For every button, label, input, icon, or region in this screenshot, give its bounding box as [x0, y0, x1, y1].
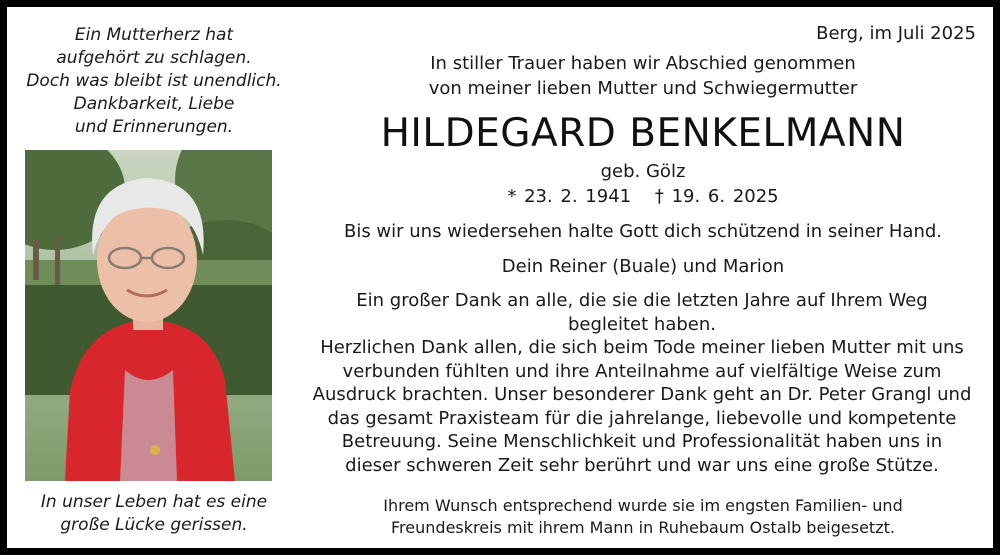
life-dates	[307, 185, 979, 209]
quote-line: große Lücke gerissen.	[60, 515, 248, 535]
poem-line: Doch was bleibt ist unendlich.	[26, 71, 282, 91]
poem-line: Ein Mutterherz hat	[74, 25, 234, 45]
intro-line: In stiller Trauer haben wir Abschied genommen	[430, 53, 856, 74]
thanks-line: das gesamt Praxisteam für die jahrelange, liebevolle und kompetente	[327, 407, 957, 429]
maiden-name: geb. Gölz	[600, 161, 686, 182]
thanks-line: Betreuung. Seine Menschlichkeit und Professionalität haben uns in	[341, 431, 943, 452]
portrait-photo	[25, 150, 272, 481]
date-place: Berg, im Juli 2025	[816, 23, 976, 44]
thanks-line: dieser schweren Zeit sehr berührt und war uns eine große Stütze.	[345, 454, 939, 476]
signers: Dein Reiner (Buale) und Marion	[501, 256, 785, 277]
thanks-line: Herzlichen Dank allen, die sich beim Tode meiner lieben Mutter mit uns	[320, 337, 964, 358]
thanks-line: verbunden fühlten und ihre Anteilnahme auf vielfältige Weise zum	[342, 360, 942, 382]
death-date: † 19. 6. 2025	[654, 186, 779, 207]
obituary-card	[7, 7, 993, 548]
thanks-line: begleitet haben.	[568, 313, 716, 335]
memorial-poem	[7, 24, 301, 139]
closing-line: Freundeskreis mit ihrem Mann in Ruhebaum Ostalb beigesetzt.	[391, 518, 895, 537]
thanks-line: Ein großer Dank an alle, die sie die letzten Jahre auf Ihrem Weg	[356, 290, 928, 311]
poem-line: aufgehört zu schlagen.	[56, 48, 252, 68]
intro-line: von meiner lieben Mutter und Schwiegermutter	[428, 78, 858, 99]
quote-line: In unser Leben hat es eine	[40, 492, 268, 512]
birth-date: * 23. 2. 1941	[507, 186, 632, 207]
poem-line: Dankbarkeit, Liebe	[73, 94, 235, 114]
poem-line: und Erinnerungen.	[74, 117, 234, 137]
closing-line: Ihrem Wunsch entsprechend wurde sie im engsten Familien- und	[383, 496, 903, 515]
portrait-illustration	[25, 150, 272, 481]
blessing-text: Bis wir uns wiedersehen halte Gott dich schützend in seiner Hand.	[343, 221, 943, 242]
burial-note	[307, 495, 979, 539]
thanks-text	[292, 289, 992, 477]
deceased-name: HILDEGARD BENKELMANN	[380, 111, 906, 156]
thanks-line: Ausdruck brachten. Unser besonderer Dank geht an Dr. Peter Grangl und	[312, 384, 972, 405]
bottom-quote	[7, 491, 301, 537]
intro-text	[307, 51, 979, 101]
